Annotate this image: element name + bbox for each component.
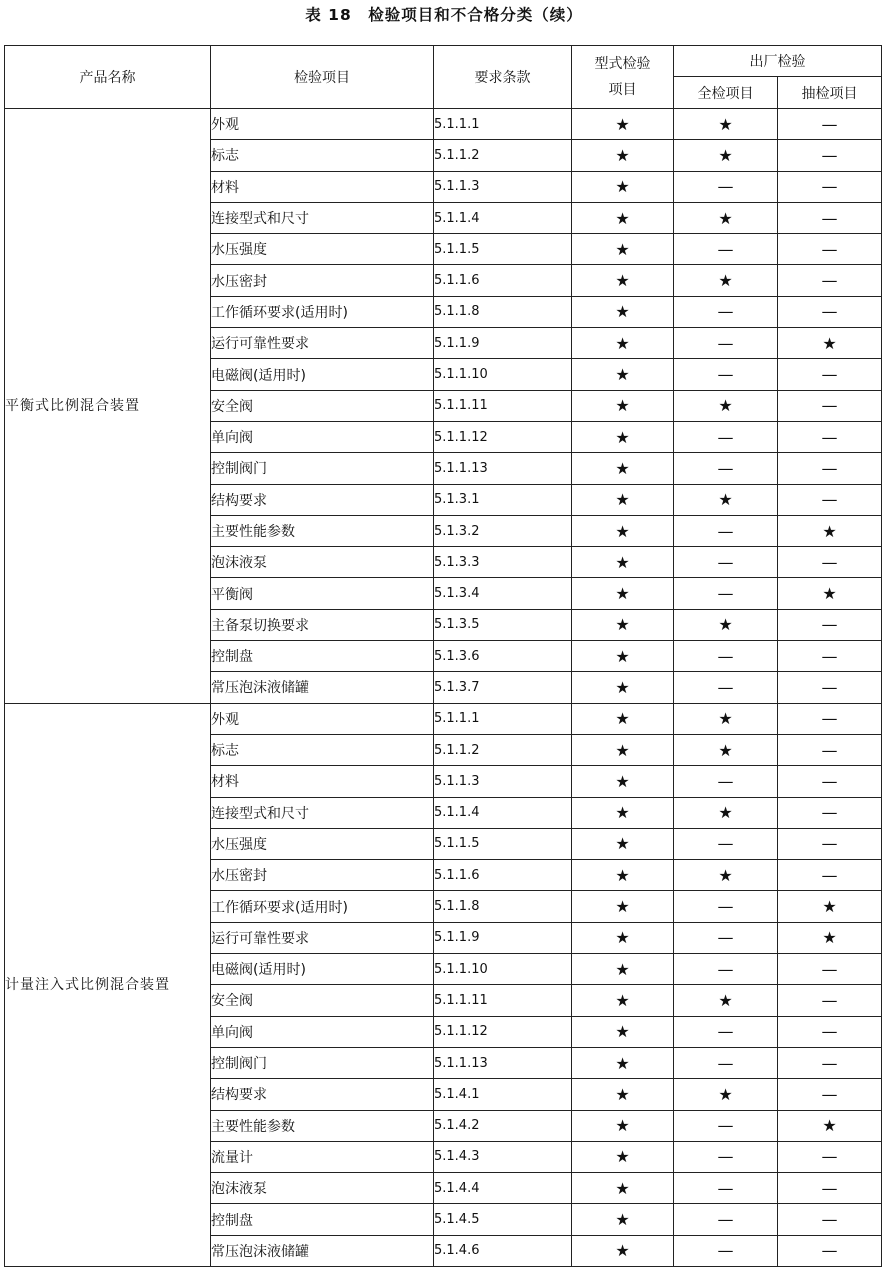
sampling-inspection-mark: — (778, 1016, 882, 1047)
sampling-inspection-mark: — (778, 1141, 882, 1172)
requirement-clause-cell: 5.1.1.1 (434, 109, 572, 140)
full-inspection-mark: — (674, 547, 778, 578)
inspection-item-cell: 单向阀 (211, 421, 434, 452)
requirement-clause-cell: 5.1.1.3 (434, 171, 572, 202)
requirement-clause-cell: 5.1.3.4 (434, 578, 572, 609)
type-test-mark: ★ (572, 734, 674, 765)
header-type-test (572, 46, 674, 109)
full-inspection-mark: — (674, 234, 778, 265)
requirement-clause-cell: 5.1.3.2 (434, 515, 572, 546)
inspection-item-cell: 控制阀门 (211, 1047, 434, 1078)
type-test-mark: ★ (572, 860, 674, 891)
sampling-inspection-mark: — (778, 359, 882, 390)
full-inspection-mark: — (674, 578, 778, 609)
requirement-clause-cell: 5.1.4.2 (434, 1110, 572, 1141)
inspection-table (4, 45, 882, 1267)
table-row (5, 109, 882, 140)
full-inspection-mark: — (674, 328, 778, 359)
requirement-clause-cell: 5.1.3.6 (434, 641, 572, 672)
sampling-inspection-mark: — (778, 390, 882, 421)
type-test-mark: ★ (572, 453, 674, 484)
full-inspection-mark: ★ (674, 265, 778, 296)
inspection-item-cell: 外观 (211, 703, 434, 734)
header-inspection-item: 检验项目 (211, 46, 434, 109)
sampling-inspection-mark: — (778, 954, 882, 985)
requirement-clause-cell: 5.1.1.2 (434, 140, 572, 171)
full-inspection-mark: ★ (674, 985, 778, 1016)
full-inspection-mark: — (674, 421, 778, 452)
requirement-clause-cell: 5.1.1.8 (434, 891, 572, 922)
full-inspection-mark: — (674, 828, 778, 859)
full-inspection-mark: ★ (674, 390, 778, 421)
type-test-mark: ★ (572, 421, 674, 452)
sampling-inspection-mark: — (778, 1235, 882, 1266)
requirement-clause-cell: 5.1.4.1 (434, 1079, 572, 1110)
full-inspection-mark: ★ (674, 734, 778, 765)
header-sampling-inspection: 抽检项目 (778, 77, 882, 109)
inspection-item-cell: 控制盘 (211, 1204, 434, 1235)
inspection-item-cell: 控制阀门 (211, 453, 434, 484)
type-test-mark: ★ (572, 797, 674, 828)
inspection-item-cell: 电磁阀(适用时) (211, 954, 434, 985)
inspection-item-cell: 泡沫液泵 (211, 547, 434, 578)
full-inspection-mark: — (674, 1204, 778, 1235)
inspection-item-cell: 常压泡沫液储罐 (211, 1235, 434, 1266)
full-inspection-mark: — (674, 891, 778, 922)
requirement-clause-cell: 5.1.1.5 (434, 828, 572, 859)
sampling-inspection-mark: — (778, 860, 882, 891)
requirement-clause-cell: 5.1.1.6 (434, 860, 572, 891)
requirement-clause-cell: 5.1.1.10 (434, 954, 572, 985)
full-inspection-mark: ★ (674, 703, 778, 734)
inspection-item-cell: 平衡阀 (211, 578, 434, 609)
type-test-mark: ★ (572, 828, 674, 859)
inspection-item-cell: 材料 (211, 766, 434, 797)
requirement-clause-cell: 5.1.3.7 (434, 672, 572, 703)
full-inspection-mark: — (674, 766, 778, 797)
requirement-clause-cell: 5.1.1.5 (434, 234, 572, 265)
product-name-cell: 平衡式比例混合装置 (5, 109, 211, 704)
requirement-clause-cell: 5.1.3.5 (434, 609, 572, 640)
full-inspection-mark: ★ (674, 109, 778, 140)
sampling-inspection-mark: ★ (778, 515, 882, 546)
full-inspection-mark: ★ (674, 484, 778, 515)
sampling-inspection-mark: — (778, 1047, 882, 1078)
type-test-mark: ★ (572, 1235, 674, 1266)
sampling-inspection-mark: — (778, 1079, 882, 1110)
type-test-mark: ★ (572, 985, 674, 1016)
sampling-inspection-mark: — (778, 484, 882, 515)
sampling-inspection-mark: — (778, 828, 882, 859)
sampling-inspection-mark: ★ (778, 1110, 882, 1141)
header-factory-test: 出厂检验 (674, 46, 882, 77)
header-requirement-clause: 要求条款 (434, 46, 572, 109)
full-inspection-mark: — (674, 1047, 778, 1078)
requirement-clause-cell: 5.1.1.11 (434, 390, 572, 421)
inspection-item-cell: 主要性能参数 (211, 1110, 434, 1141)
full-inspection-mark: — (674, 359, 778, 390)
inspection-item-cell: 材料 (211, 171, 434, 202)
sampling-inspection-mark: — (778, 985, 882, 1016)
type-test-mark: ★ (572, 954, 674, 985)
type-test-mark: ★ (572, 1110, 674, 1141)
sampling-inspection-mark: ★ (778, 922, 882, 953)
type-test-mark: ★ (572, 1204, 674, 1235)
requirement-clause-cell: 5.1.1.12 (434, 1016, 572, 1047)
type-test-mark: ★ (572, 766, 674, 797)
requirement-clause-cell: 5.1.1.9 (434, 922, 572, 953)
requirement-clause-cell: 5.1.1.12 (434, 421, 572, 452)
inspection-item-cell: 水压密封 (211, 860, 434, 891)
requirement-clause-cell: 5.1.1.10 (434, 359, 572, 390)
full-inspection-mark: — (674, 1016, 778, 1047)
sampling-inspection-mark: — (778, 265, 882, 296)
type-test-mark: ★ (572, 922, 674, 953)
type-test-mark: ★ (572, 515, 674, 546)
full-inspection-mark: ★ (674, 797, 778, 828)
requirement-clause-cell: 5.1.4.4 (434, 1173, 572, 1204)
type-test-mark: ★ (572, 109, 674, 140)
sampling-inspection-mark: — (778, 234, 882, 265)
inspection-item-cell: 电磁阀(适用时) (211, 359, 434, 390)
type-test-mark: ★ (572, 1016, 674, 1047)
product-name-cell: 计量注入式比例混合装置 (5, 703, 211, 1266)
type-test-mark: ★ (572, 265, 674, 296)
inspection-item-cell: 泡沫液泵 (211, 1173, 434, 1204)
full-inspection-mark: — (674, 171, 778, 202)
inspection-item-cell: 主备泵切换要求 (211, 609, 434, 640)
requirement-clause-cell: 5.1.1.2 (434, 734, 572, 765)
requirement-clause-cell: 5.1.1.1 (434, 703, 572, 734)
header-type-test-line1: 型式检验 (594, 56, 651, 72)
full-inspection-mark: — (674, 515, 778, 546)
full-inspection-mark: ★ (674, 860, 778, 891)
requirement-clause-cell: 5.1.1.13 (434, 1047, 572, 1078)
type-test-mark: ★ (572, 1079, 674, 1110)
full-inspection-mark: — (674, 954, 778, 985)
table-row (5, 703, 882, 734)
type-test-mark: ★ (572, 672, 674, 703)
inspection-item-cell: 运行可靠性要求 (211, 922, 434, 953)
full-inspection-mark: — (674, 641, 778, 672)
inspection-item-cell: 控制盘 (211, 641, 434, 672)
sampling-inspection-mark: — (778, 641, 882, 672)
full-inspection-mark: — (674, 1173, 778, 1204)
requirement-clause-cell: 5.1.3.3 (434, 547, 572, 578)
inspection-item-cell: 安全阀 (211, 390, 434, 421)
header-product-name: 产品名称 (5, 46, 211, 109)
requirement-clause-cell: 5.1.1.8 (434, 296, 572, 327)
type-test-mark: ★ (572, 609, 674, 640)
inspection-item-cell: 工作循环要求(适用时) (211, 891, 434, 922)
sampling-inspection-mark: ★ (778, 328, 882, 359)
sampling-inspection-mark: — (778, 1173, 882, 1204)
sampling-inspection-mark: — (778, 421, 882, 452)
type-test-mark: ★ (572, 641, 674, 672)
type-test-mark: ★ (572, 891, 674, 922)
full-inspection-mark: — (674, 672, 778, 703)
inspection-item-cell: 连接型式和尺寸 (211, 202, 434, 233)
full-inspection-mark: — (674, 1110, 778, 1141)
type-test-mark: ★ (572, 359, 674, 390)
sampling-inspection-mark: — (778, 140, 882, 171)
sampling-inspection-mark: — (778, 296, 882, 327)
type-test-mark: ★ (572, 578, 674, 609)
inspection-item-cell: 安全阀 (211, 985, 434, 1016)
sampling-inspection-mark: — (778, 547, 882, 578)
sampling-inspection-mark: — (778, 766, 882, 797)
full-inspection-mark: ★ (674, 609, 778, 640)
type-test-mark: ★ (572, 390, 674, 421)
inspection-item-cell: 标志 (211, 734, 434, 765)
inspection-item-cell: 主要性能参数 (211, 515, 434, 546)
requirement-clause-cell: 5.1.1.4 (434, 797, 572, 828)
requirement-clause-cell: 5.1.4.3 (434, 1141, 572, 1172)
inspection-item-cell: 水压强度 (211, 234, 434, 265)
inspection-item-cell: 结构要求 (211, 1079, 434, 1110)
sampling-inspection-mark: — (778, 609, 882, 640)
type-test-mark: ★ (572, 547, 674, 578)
requirement-clause-cell: 5.1.3.1 (434, 484, 572, 515)
sampling-inspection-mark: — (778, 672, 882, 703)
table-title: 表 18 检验项目和不合格分类（续） (305, 6, 583, 24)
sampling-inspection-mark: — (778, 171, 882, 202)
inspection-item-cell: 水压强度 (211, 828, 434, 859)
header-type-test-line2: 项目 (608, 82, 637, 98)
inspection-item-cell: 结构要求 (211, 484, 434, 515)
requirement-clause-cell: 5.1.1.3 (434, 766, 572, 797)
type-test-mark: ★ (572, 484, 674, 515)
full-inspection-mark: — (674, 453, 778, 484)
type-test-mark: ★ (572, 1173, 674, 1204)
type-test-mark: ★ (572, 1047, 674, 1078)
inspection-item-cell: 连接型式和尺寸 (211, 797, 434, 828)
type-test-mark: ★ (572, 328, 674, 359)
full-inspection-mark: — (674, 1235, 778, 1266)
sampling-inspection-mark: — (778, 453, 882, 484)
full-inspection-mark: ★ (674, 202, 778, 233)
requirement-clause-cell: 5.1.1.13 (434, 453, 572, 484)
inspection-item-cell: 单向阀 (211, 1016, 434, 1047)
inspection-item-cell: 流量计 (211, 1141, 434, 1172)
sampling-inspection-mark: ★ (778, 891, 882, 922)
sampling-inspection-mark: — (778, 797, 882, 828)
sampling-inspection-mark: — (778, 1204, 882, 1235)
inspection-item-cell: 工作循环要求(适用时) (211, 296, 434, 327)
type-test-mark: ★ (572, 171, 674, 202)
sampling-inspection-mark: — (778, 734, 882, 765)
type-test-mark: ★ (572, 1141, 674, 1172)
sampling-inspection-mark: ★ (778, 578, 882, 609)
full-inspection-mark: — (674, 1141, 778, 1172)
inspection-item-cell: 外观 (211, 109, 434, 140)
type-test-mark: ★ (572, 140, 674, 171)
type-test-mark: ★ (572, 703, 674, 734)
requirement-clause-cell: 5.1.4.5 (434, 1204, 572, 1235)
requirement-clause-cell: 5.1.1.9 (434, 328, 572, 359)
header-full-inspection: 全检项目 (674, 77, 778, 109)
full-inspection-mark: ★ (674, 1079, 778, 1110)
inspection-item-cell: 水压密封 (211, 265, 434, 296)
full-inspection-mark: — (674, 296, 778, 327)
full-inspection-mark: — (674, 922, 778, 953)
sampling-inspection-mark: — (778, 703, 882, 734)
type-test-mark: ★ (572, 234, 674, 265)
table-body (5, 109, 882, 1267)
inspection-item-cell: 常压泡沫液储罐 (211, 672, 434, 703)
requirement-clause-cell: 5.1.1.6 (434, 265, 572, 296)
sampling-inspection-mark: — (778, 202, 882, 233)
inspection-item-cell: 标志 (211, 140, 434, 171)
inspection-item-cell: 运行可靠性要求 (211, 328, 434, 359)
requirement-clause-cell: 5.1.1.11 (434, 985, 572, 1016)
requirement-clause-cell: 5.1.4.6 (434, 1235, 572, 1266)
sampling-inspection-mark: — (778, 109, 882, 140)
type-test-mark: ★ (572, 202, 674, 233)
type-test-mark: ★ (572, 296, 674, 327)
requirement-clause-cell: 5.1.1.4 (434, 202, 572, 233)
full-inspection-mark: ★ (674, 140, 778, 171)
